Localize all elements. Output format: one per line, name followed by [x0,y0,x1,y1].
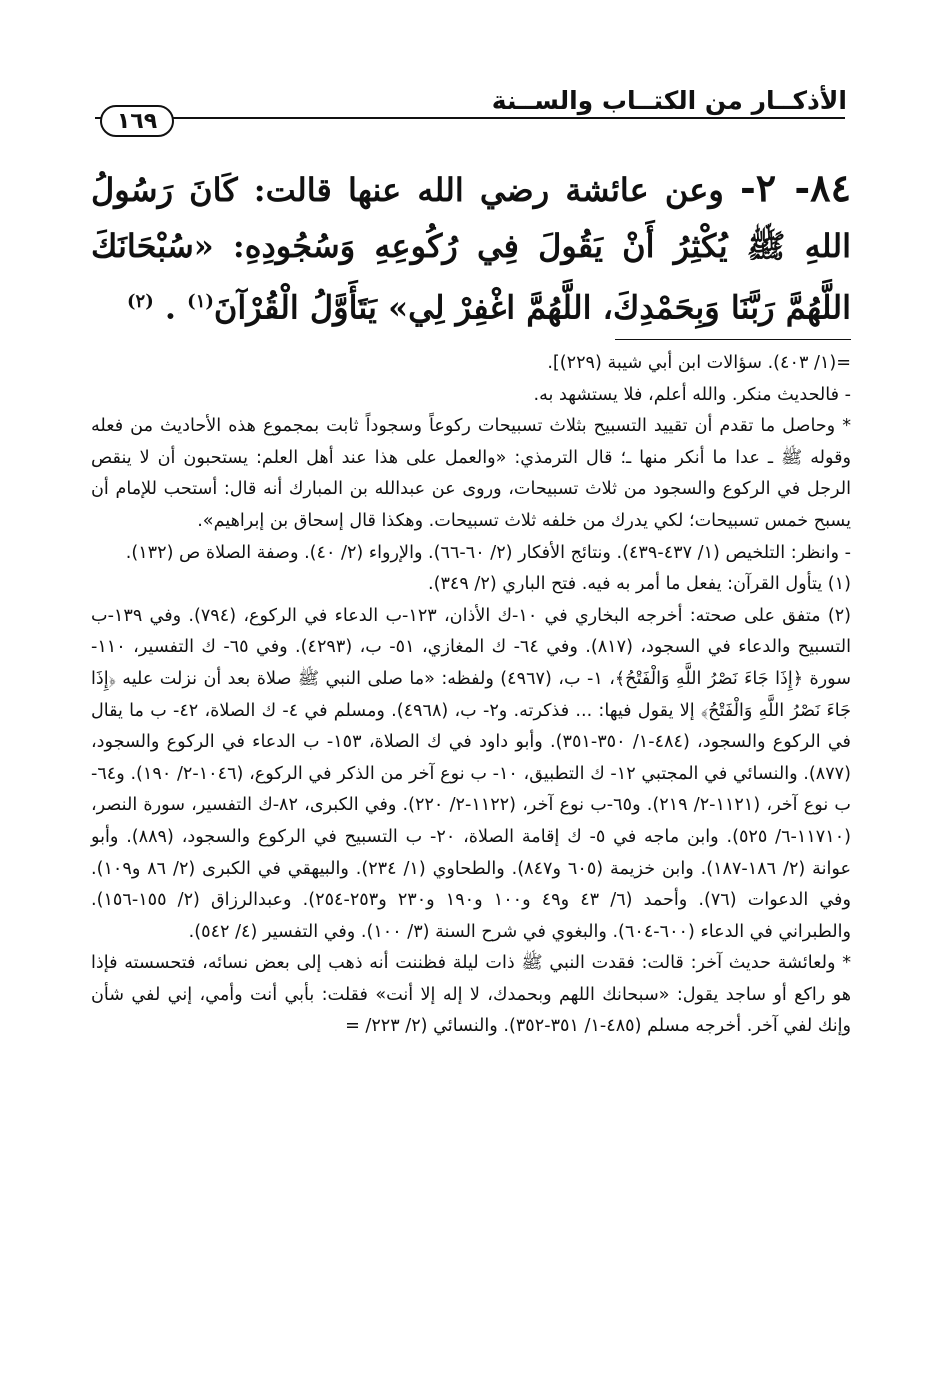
note-verdict: - فالحديث منكر. والله أعلم، فلا يستشهد به. [533,384,851,405]
running-title: الأذكــار من الكتــاب والســنة [491,86,847,115]
header-rule [95,117,845,119]
footnote-ref-1: (١) [187,291,214,312]
footnote-1: (١) يتأول القرآن: يفعل ما أمر به فيه. فتح الباري (٢/ ٣٤٩). [428,574,851,595]
footnote-separator [615,339,851,340]
footnotes [91,348,851,1043]
footnote-2: (٢) متفق على صحته: أخرجه البخاري في ١٠-ك الأذان، ١٢٣-ب الدعاء في الركوع، (٧٩٤). وفي ١٣٩-ب التسبيح والدعاء في السجود، (٨١٧). وفي ٦٤- ك المغازي، ٥١- ب، (٤٢٩٣). وفي ٦٥- ك التفسير، ١١٠- سورة ﴿إِذَا جَاءَ نَصْرُ اللَّهِ وَالْفَتْحُ﴾، ١- ب، (٤٩٦٧) ولفظه: «ما صلى النبي ﷺ صلاة بعد أن نزلت عليه ﴿إِذَا جَاءَ نَصْرُ اللَّهِ وَالْفَتْحُ﴾ إلا يقول فيها: ... فذكرته. و٢- ب، (٤٩٦٨). ومسلم في ٤- ك الصلاة، ٤٢- ب ما يقال في الركوع والسجود، (٤٨٤-١/ ٣٥٠-٣٥١). وأبو داود في ك الصلاة، ١٥٣- ب الدعاء في الركوع والسجود، (٨٧٧). والنسائي في المجتبي ١٢- ك التطبيق، ١٠- ب نوع آخر من الذكر في الركوع، (١٠٤٦-٢/ ١٩٠). و٦٤- ب نوع آخر، (١١٢١-٢/ ٢١٩). و٦٥-ب نوع آخر، (١١٢٢-٢/ ٢٢٠). وفي الكبرى، ٨٢-ك التفسير، سورة النصر، (١١٧١٠-٦/ ٥٢٥). وابن ماجه في ٥- ك إقامة الصلاة، ٢٠- ب التسبيح في الركوع والسجود، (٨٨٩). وأبو عوانة (٢/ ١٨٦-١٨٧). وابن خزيمة (٦٠٥ و٨٤٧). والطحاوي (١/ ٢٣٤). والبيهقي في الكبرى (٢/ ٨٦ و١٠٩). وفي الدعوات (٧٦). وأحمد (٦/ ٤٣ و٤٩ و١٠٠ و١٩٠ و٢٣٠ و٢٥٣-٢٥٤). وعبدالرزاق (٢/ ١٥٥-١٥٦). والطبراني في الدعاء (٦٠٠-٦٠٤). والبغوي في شرح السنة (٣/ ١٠٠). وفي التفسير (٤/ ٥٤٢). [91,605,852,942]
footnote-ref-2: (٢) [127,291,154,312]
page-number: ١٦٩ [100,105,174,137]
hadith-body: وعن عائشة رضي الله عنها قالت: كَانَ رَسُولُ اللهِ ﷺ يُكْثِرُ أَنْ يَقُولَ فِي رُكُوعِهِ وَسُجُودِهِ: «سُبْحَانَكَ اللَّهُمَّ رَبَّنَا وَبِحَمْدِكَ، اللَّهُمَّ اغْفِرْ لِي» يَتَأَوَّلُ الْقُرْآنَ [91,171,851,327]
hadith-text: ٨٤- ٢- وعن عائشة رضي الله عنها قالت: كَانَ رَسُولُ اللهِ ﷺ يُكْثِرُ أَنْ يَقُولَ فِي رُكُوعِهِ وَسُجُودِهِ: «سُبْحَانَكَ اللَّهُمَّ رَبَّنَا وَبِحَمْدِكَ، اللَّهُمَّ اغْفِرْ لِي» يَتَأَوَّلُ الْقُرْآنَ$^{(١)}$ . $^{(٢)}$ [91,165,851,327]
note-see-also: - وانظر: التلخيص (١/ ٤٣٧-٤٣٩). ونتائج الأفكار (٢/ ٦٠-٦٦). والإرواء (٢/ ٤٠). وصفة الصلاة ص (١٣٢). [125,542,851,563]
note-summary: * وحاصل ما تقدم أن تقييد التسبيح بثلاث تسبيحات ركوعاً وسجوداً ثابت بمجموع هذه الأحاديث من فعله وقوله ﷺ ـ عدا ما أنكر منها ـ؛ قال الترمذي: «والعمل على هذا عند أهل العلم: يستحبون أن لا ينقص الرجل في الركوع والسجود من ثلاث تسبيحات، وروى عن عبدالله بن المبارك أنه قال: أستحب للإمام أن يسبح خمس تسبيحات؛ لكي يدرك من خلفه ثلاث تسبيحات. وهكذا قال إسحاق بن إبراهيم». [91,416,851,531]
note-continuation: =(١/ ٤٠٣). سؤالات ابن أبي شيبة (٢٢٩)]. [547,353,851,373]
hadith-number: ٨٤- ٢- [739,165,851,210]
note-another-hadith: * ولعائشة حديث آخر: قالت: فقدت النبي ﷺ ذات ليلة فظننت أنه ذهب إلى بعض نسائه، فتحسسته فإذا هو راكع أو ساجد يقول: «سبحانك اللهم وبحمدك، لا إله إلا أنت» فقلت: بأبي أنت وأمي، إني لفي شأن وإنك لفي آخر. أخرجه مسلم (٤٨٥-١/ ٣٥١-٣٥٢). والنسائي (٢/ ٢٢٣/ = [91,953,851,1037]
